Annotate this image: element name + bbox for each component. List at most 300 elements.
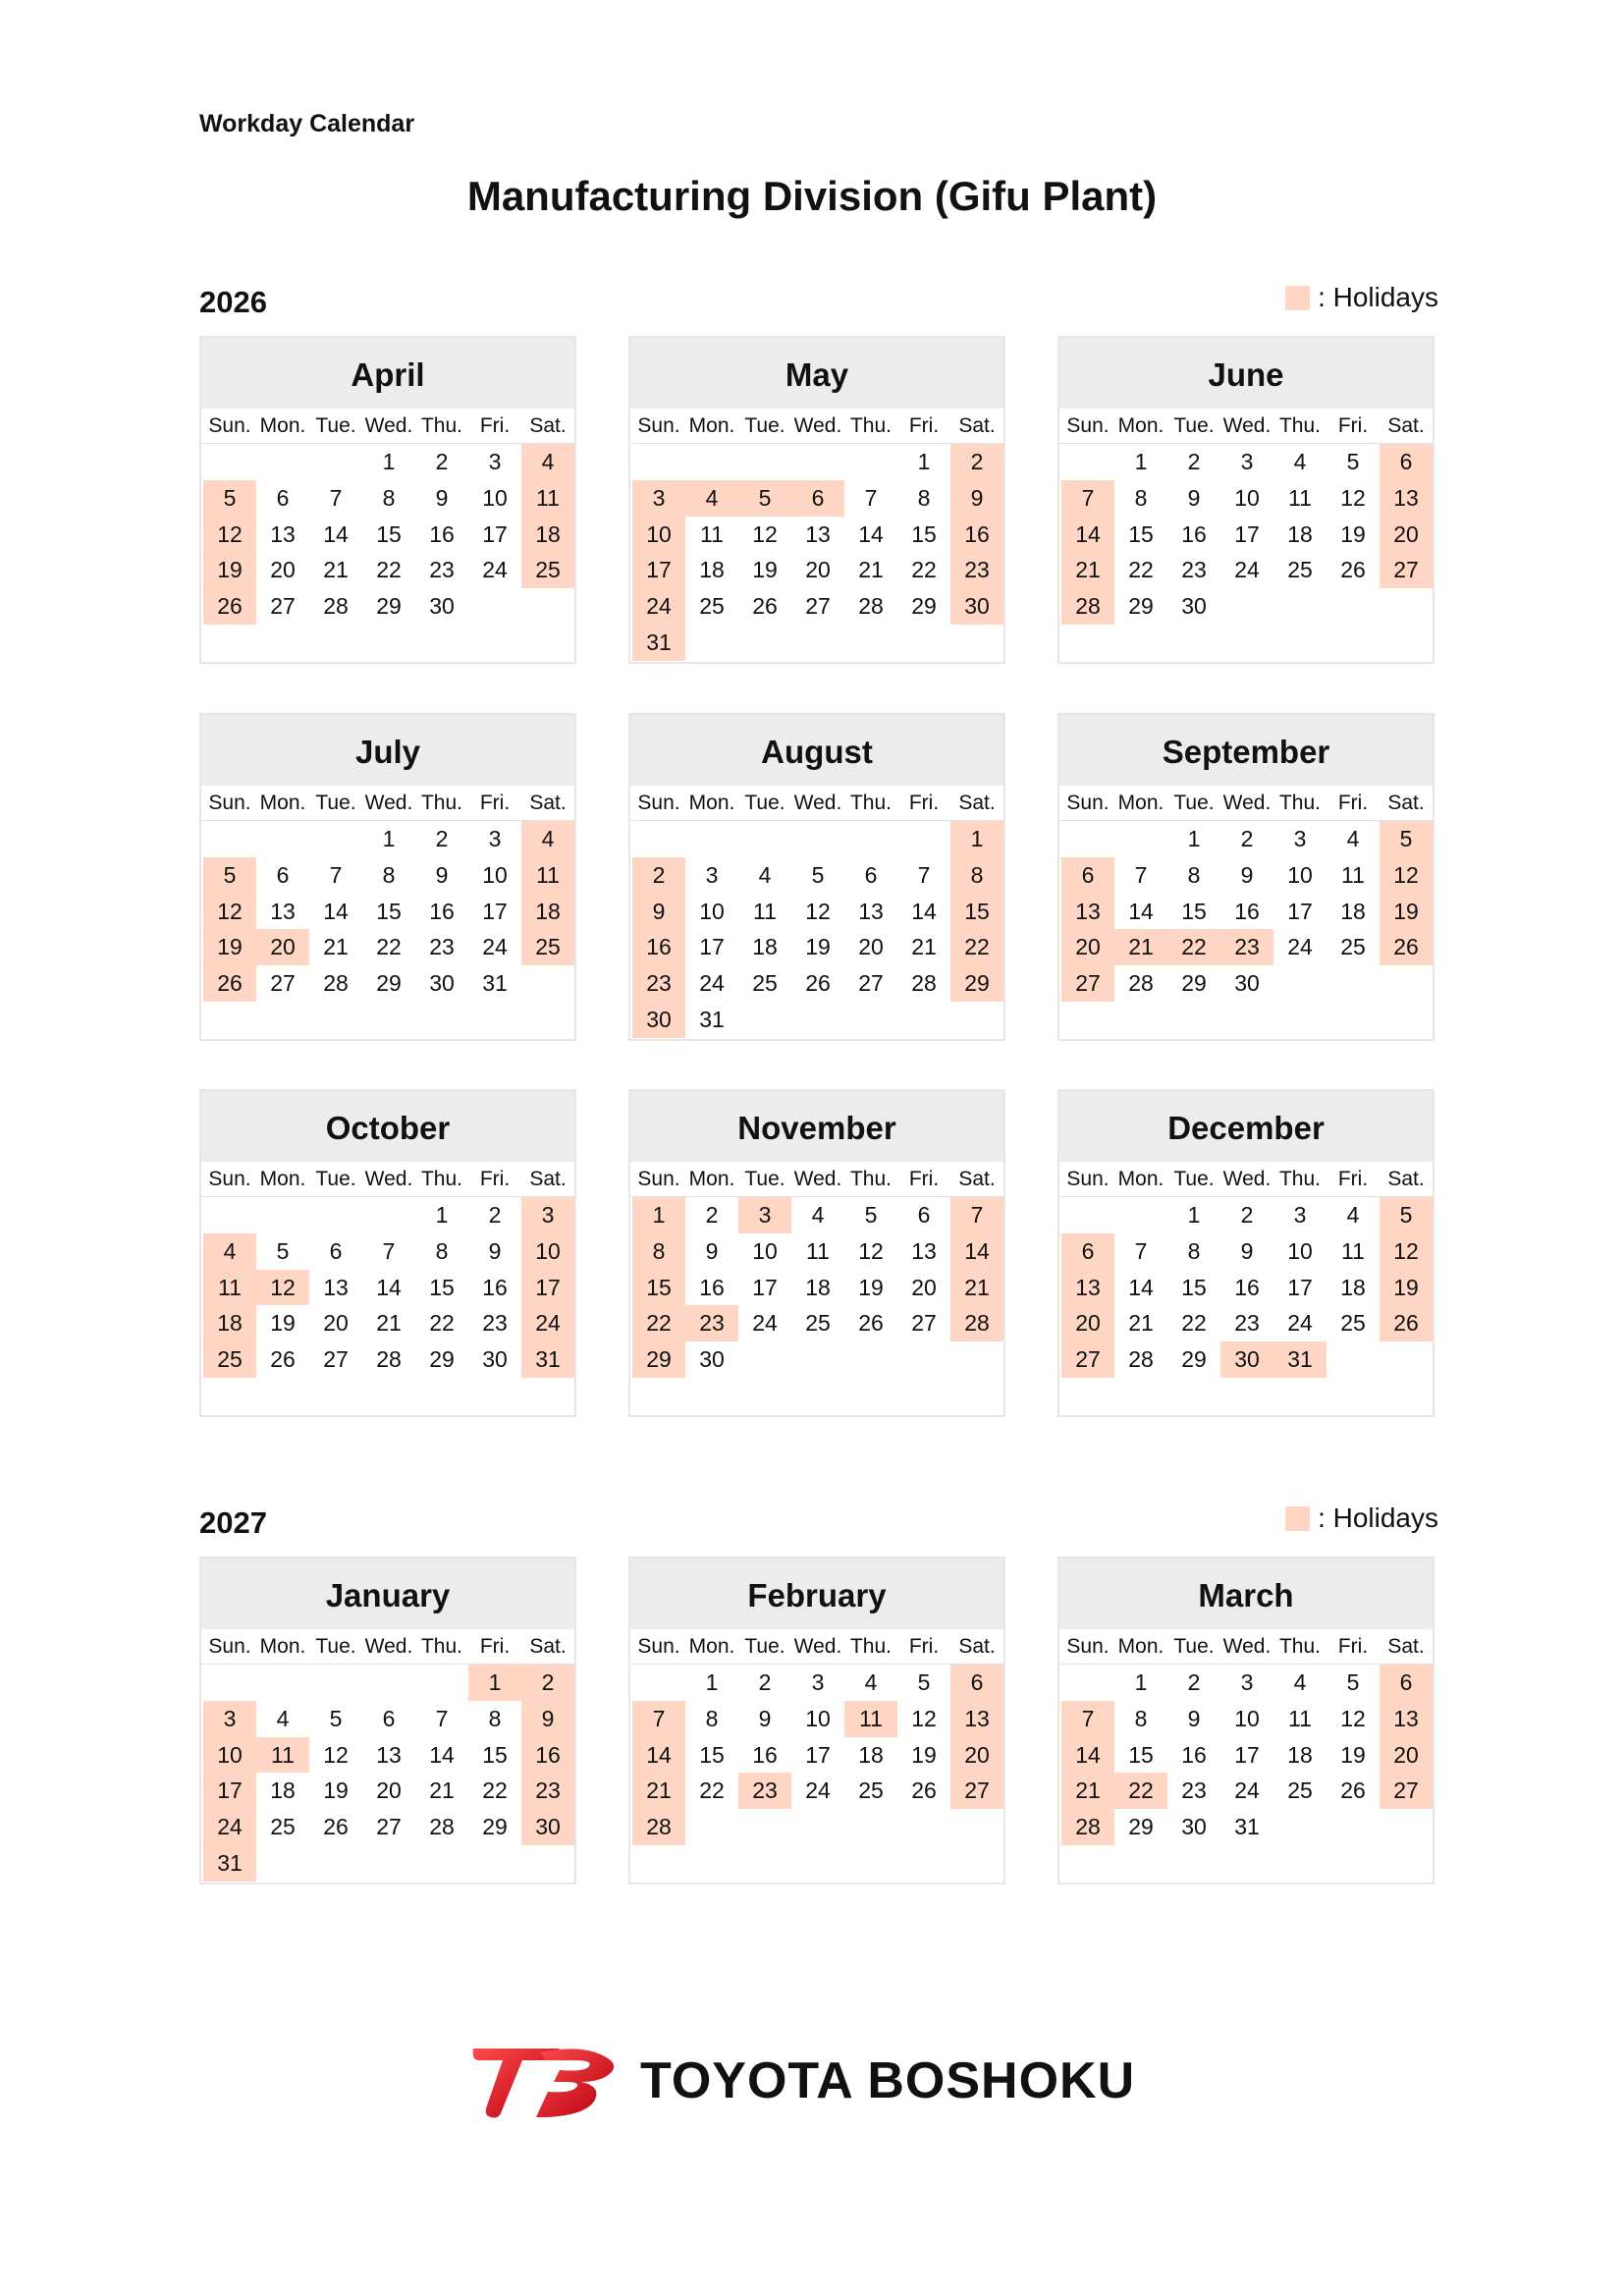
weekday-label: Sat. xyxy=(529,1635,567,1658)
workday-cell: 19 xyxy=(1340,520,1366,547)
holiday-day-cell: 12 xyxy=(203,894,256,930)
weekday-label: Thu. xyxy=(849,1635,893,1658)
workday-cell: 29 xyxy=(376,593,402,620)
week-row xyxy=(201,1233,574,1270)
workday-cell: 5 xyxy=(276,1237,290,1264)
holiday-day-cell: 28 xyxy=(1061,588,1114,625)
workday-cell: 6 xyxy=(864,861,878,888)
workday-cell: 18 xyxy=(1287,1741,1313,1768)
holiday-day-cell: 19 xyxy=(203,552,256,588)
holiday-day-cell: 31 xyxy=(203,1845,256,1882)
workday-cell: 9 xyxy=(1240,1237,1254,1264)
week-row xyxy=(630,894,1003,930)
workday-cell: 1 xyxy=(382,449,396,474)
month-name: November xyxy=(630,1091,1003,1162)
workday-cell: 23 xyxy=(429,557,455,583)
week-row xyxy=(1059,1233,1433,1270)
empty-day-cell xyxy=(738,1002,791,1038)
workday-cell: 21 xyxy=(858,557,884,583)
workday-cell: 20 xyxy=(323,1310,349,1337)
empty-day-cell xyxy=(468,1845,521,1882)
week-row xyxy=(630,444,1003,480)
workday-cell: 3 xyxy=(1293,826,1307,851)
holiday-day-cell: 4 xyxy=(521,821,574,857)
empty-day-cell xyxy=(632,821,685,857)
weekday-label: Tue. xyxy=(315,1635,356,1658)
empty-day-cell xyxy=(1273,588,1326,625)
workday-cell: 13 xyxy=(323,1274,349,1300)
empty-day-cell xyxy=(685,821,738,857)
holiday-day-cell: 5 xyxy=(1380,821,1433,857)
workday-cell: 2 xyxy=(435,826,449,851)
workday-cell: 22 xyxy=(482,1777,508,1804)
weekday-label: Thu. xyxy=(849,792,893,814)
month-july xyxy=(199,713,576,1041)
month-name: September xyxy=(1059,715,1433,786)
week-row xyxy=(1059,552,1433,588)
empty-day-cell xyxy=(415,1845,468,1882)
workday-cell: 29 xyxy=(1128,1814,1154,1840)
workday-cell: 11 xyxy=(700,520,724,547)
workday-cell: 15 xyxy=(482,1741,508,1768)
workday-cell: 18 xyxy=(699,557,725,583)
holiday-day-cell: 24 xyxy=(203,1809,256,1845)
workday-cell: 12 xyxy=(1340,484,1366,511)
workday-cell: 4 xyxy=(864,1669,878,1695)
workday-cell: 15 xyxy=(911,520,937,547)
workday-cell: 14 xyxy=(858,520,884,547)
week-row xyxy=(630,1809,1003,1845)
workday-cell: 18 xyxy=(1340,898,1366,924)
month-january xyxy=(199,1557,576,1885)
workday-cell: 3 xyxy=(811,1669,825,1695)
empty-day-cell xyxy=(309,821,362,857)
week-row xyxy=(630,625,1003,661)
week-row xyxy=(630,1737,1003,1774)
workday-cell: 15 xyxy=(699,1741,725,1768)
week-row xyxy=(201,1305,574,1341)
workday-cell: 18 xyxy=(1287,520,1313,547)
holiday-day-cell: 1 xyxy=(468,1665,521,1701)
workday-cell: 12 xyxy=(911,1705,937,1731)
holiday-day-cell: 31 xyxy=(632,625,685,661)
workday-cell: 19 xyxy=(805,934,831,960)
holiday-day-cell: 20 xyxy=(950,1737,1003,1774)
logo-text: TOYOTA BOSHOKU xyxy=(640,2052,1136,2109)
workday-cell: 3 xyxy=(488,826,502,851)
holiday-day-cell: 11 xyxy=(203,1270,256,1306)
holiday-day-cell: 16 xyxy=(521,1737,574,1774)
weekday-label: Wed. xyxy=(364,1168,413,1190)
week-row xyxy=(201,1341,574,1378)
weekday-label: Fri. xyxy=(479,1168,511,1190)
weekday-label: Tue. xyxy=(744,792,785,814)
workday-cell: 30 xyxy=(429,593,455,620)
empty-day-cell xyxy=(203,1197,256,1233)
workday-cell: 16 xyxy=(699,1274,725,1300)
holiday-day-cell: 18 xyxy=(521,894,574,930)
workday-cell: 19 xyxy=(752,557,778,583)
workday-cell: 21 xyxy=(323,557,349,583)
holiday-day-cell: 12 xyxy=(203,517,256,553)
holiday-day-cell: 28 xyxy=(1061,1809,1114,1845)
workday-cell: 25 xyxy=(858,1777,884,1804)
week-row xyxy=(630,1341,1003,1378)
empty-day-cell xyxy=(1380,1809,1433,1845)
empty-day-cell xyxy=(415,1665,468,1701)
holiday-day-cell: 27 xyxy=(1061,1341,1114,1378)
workday-cell: 4 xyxy=(758,861,772,888)
workday-cell: 18 xyxy=(1340,1274,1366,1300)
workday-cell: 9 xyxy=(705,1237,719,1264)
workday-cell: 29 xyxy=(911,593,937,620)
holiday-day-cell: 21 xyxy=(632,1773,685,1809)
holiday-day-cell: 6 xyxy=(950,1665,1003,1701)
empty-day-cell xyxy=(950,1809,1003,1845)
workday-cell: 2 xyxy=(1187,1669,1201,1695)
empty-day-cell xyxy=(738,1809,791,1845)
workday-cell: 4 xyxy=(1346,1202,1360,1228)
workday-cell: 5 xyxy=(917,1669,931,1695)
workday-cell: 16 xyxy=(429,520,455,547)
workday-cell: 19 xyxy=(1340,1741,1366,1768)
weekday-label: Thu. xyxy=(1278,1168,1322,1190)
workday-cell: 6 xyxy=(276,861,290,888)
workday-cell: 17 xyxy=(1287,898,1313,924)
month-name: April xyxy=(201,338,574,409)
workday-cell: 1 xyxy=(705,1669,719,1695)
week-row xyxy=(1059,1197,1433,1233)
week-row xyxy=(1059,1270,1433,1306)
workday-cell: 18 xyxy=(270,1777,296,1804)
week-row xyxy=(1059,894,1433,930)
weekday-label: Thu. xyxy=(420,792,463,814)
workday-cell: 27 xyxy=(858,970,884,997)
empty-day-cell xyxy=(844,821,897,857)
empty-day-cell xyxy=(362,1665,415,1701)
holiday-day-cell: 20 xyxy=(1061,1305,1114,1341)
weekday-header-row xyxy=(201,786,574,821)
workday-cell: 27 xyxy=(911,1310,937,1337)
month-may xyxy=(628,336,1005,664)
empty-day-cell xyxy=(468,588,521,625)
weekday-label: Mon. xyxy=(1117,414,1164,437)
workday-cell: 22 xyxy=(699,1777,725,1804)
week-row xyxy=(201,552,574,588)
workday-cell: 9 xyxy=(758,1705,772,1731)
weekday-header-row xyxy=(1059,409,1433,444)
weekday-header-row xyxy=(630,409,1003,444)
workday-cell: 10 xyxy=(699,898,725,924)
workday-cell: 30 xyxy=(1181,1814,1207,1840)
empty-day-cell xyxy=(1114,821,1167,857)
holiday-swatch xyxy=(1285,286,1310,310)
week-row xyxy=(201,1665,574,1701)
holiday-day-cell: 20 xyxy=(1380,517,1433,553)
weekday-label: Mon. xyxy=(1117,1168,1164,1190)
workday-cell: 12 xyxy=(1340,1705,1366,1731)
workday-cell: 16 xyxy=(1234,898,1260,924)
weekday-label: Sat. xyxy=(1387,792,1425,814)
empty-day-cell xyxy=(1273,965,1326,1002)
weekday-label: Tue. xyxy=(744,414,785,437)
week-row xyxy=(630,1701,1003,1737)
toyota-boshoku-mark-icon xyxy=(471,2043,619,2119)
weekday-label: Sat. xyxy=(958,1168,996,1190)
workday-cell: 22 xyxy=(376,557,402,583)
holiday-day-cell: 20 xyxy=(1061,929,1114,965)
workday-cell: 17 xyxy=(752,1274,778,1300)
weekday-header-row xyxy=(630,1162,1003,1197)
workday-cell: 21 xyxy=(1128,1310,1154,1337)
workday-cell: 13 xyxy=(376,1741,402,1768)
holiday-day-cell: 30 xyxy=(1220,1341,1273,1378)
weekday-label: Fri. xyxy=(1337,1635,1369,1658)
holiday-day-cell: 17 xyxy=(203,1773,256,1809)
weekday-label: Sat. xyxy=(1387,414,1425,437)
month-september xyxy=(1057,713,1435,1041)
workday-cell: 19 xyxy=(270,1310,296,1337)
workday-cell: 16 xyxy=(429,898,455,924)
workday-cell: 9 xyxy=(1187,484,1201,511)
holiday-swatch xyxy=(1285,1506,1310,1531)
workday-cell: 7 xyxy=(435,1705,449,1731)
weekday-label: Mon. xyxy=(259,414,306,437)
weekday-label: Sun. xyxy=(637,1635,680,1658)
holiday-day-cell: 9 xyxy=(950,480,1003,517)
workday-cell: 17 xyxy=(482,898,508,924)
weekday-label: Sun. xyxy=(208,1635,251,1658)
workday-cell: 24 xyxy=(1234,1777,1260,1804)
weekday-label: Fri. xyxy=(1337,792,1369,814)
holiday-day-cell: 23 xyxy=(685,1305,738,1341)
holiday-day-cell: 13 xyxy=(1380,480,1433,517)
weekday-label: Tue. xyxy=(744,1168,785,1190)
workday-cell: 25 xyxy=(270,1814,296,1840)
workday-cell: 6 xyxy=(329,1237,343,1264)
weekday-label: Fri. xyxy=(908,792,940,814)
empty-day-cell xyxy=(685,625,738,661)
workday-cell: 24 xyxy=(805,1777,831,1804)
workday-cell: 17 xyxy=(805,1741,831,1768)
workday-cell: 7 xyxy=(382,1237,396,1264)
empty-day-cell xyxy=(521,965,574,1002)
workday-cell: 22 xyxy=(1181,1310,1207,1337)
workday-cell: 18 xyxy=(858,1741,884,1768)
week-row xyxy=(1059,588,1433,625)
weekday-label: Mon. xyxy=(688,1168,735,1190)
workday-cell: 11 xyxy=(1288,484,1312,511)
month-name: May xyxy=(630,338,1003,409)
workday-cell: 5 xyxy=(329,1705,343,1731)
empty-day-cell xyxy=(791,1809,844,1845)
holiday-legend-label: : Holidays xyxy=(1318,1503,1438,1533)
empty-day-cell xyxy=(950,1341,1003,1378)
holiday-day-cell: 7 xyxy=(1061,1701,1114,1737)
workday-cell: 28 xyxy=(323,970,349,997)
workday-cell: 18 xyxy=(752,934,778,960)
workday-cell: 29 xyxy=(1128,593,1154,620)
workday-cell: 23 xyxy=(429,934,455,960)
holiday-day-cell: 5 xyxy=(203,857,256,894)
workday-cell: 25 xyxy=(1340,1310,1366,1337)
holiday-day-cell: 11 xyxy=(521,857,574,894)
week-row xyxy=(1059,1305,1433,1341)
empty-day-cell xyxy=(1061,444,1114,480)
workday-cell: 26 xyxy=(911,1777,937,1804)
empty-day-cell xyxy=(309,1845,362,1882)
holiday-day-cell: 22 xyxy=(1114,1773,1167,1809)
workday-cell: 1 xyxy=(435,1202,449,1228)
workday-cell: 3 xyxy=(1240,1669,1254,1695)
document-label: Workday Calendar xyxy=(199,110,415,137)
weekday-label: Thu. xyxy=(1278,1635,1322,1658)
weekday-header-row xyxy=(1059,1629,1433,1665)
workday-cell: 17 xyxy=(1234,520,1260,547)
holiday-day-cell: 8 xyxy=(950,857,1003,894)
week-row xyxy=(630,965,1003,1002)
workday-cell: 12 xyxy=(858,1237,884,1264)
weekday-label: Sun. xyxy=(1066,414,1110,437)
workday-cell: 27 xyxy=(323,1346,349,1373)
holiday-day-cell: 19 xyxy=(1380,1270,1433,1306)
week-row xyxy=(1059,517,1433,553)
workday-cell: 17 xyxy=(482,520,508,547)
holiday-day-cell: 29 xyxy=(632,1341,685,1378)
holiday-day-cell: 19 xyxy=(1380,894,1433,930)
workday-cell: 10 xyxy=(805,1705,831,1731)
workday-cell: 12 xyxy=(805,898,831,924)
weekday-label: Sun. xyxy=(208,792,251,814)
empty-day-cell xyxy=(521,588,574,625)
workday-cell: 23 xyxy=(1181,557,1207,583)
weekday-label: Thu. xyxy=(420,414,463,437)
company-logo xyxy=(471,2043,1135,2119)
workday-cell: 15 xyxy=(1181,898,1207,924)
empty-day-cell xyxy=(1114,1197,1167,1233)
empty-day-cell xyxy=(256,1665,309,1701)
workday-cell: 30 xyxy=(699,1346,725,1373)
weekday-label: Sat. xyxy=(529,792,567,814)
holiday-day-cell: 21 xyxy=(950,1270,1003,1306)
weekday-label: Tue. xyxy=(1173,1635,1215,1658)
holiday-day-cell: 1 xyxy=(950,821,1003,857)
empty-day-cell xyxy=(1380,965,1433,1002)
weekday-label: Sat. xyxy=(1387,1635,1425,1658)
holiday-day-cell: 13 xyxy=(1061,894,1114,930)
workday-cell: 29 xyxy=(429,1346,455,1373)
holiday-day-cell: 23 xyxy=(1220,929,1273,965)
workday-cell: 20 xyxy=(376,1777,402,1804)
empty-day-cell xyxy=(950,625,1003,661)
empty-day-cell xyxy=(738,625,791,661)
week-row xyxy=(1059,480,1433,517)
workday-cell: 8 xyxy=(382,484,396,511)
holiday-day-cell: 25 xyxy=(521,552,574,588)
workday-cell: 11 xyxy=(753,898,777,924)
holiday-day-cell: 28 xyxy=(950,1305,1003,1341)
week-row xyxy=(1059,1701,1433,1737)
holiday-day-cell: 26 xyxy=(203,965,256,1002)
workday-cell: 4 xyxy=(1293,1669,1307,1695)
workday-cell: 1 xyxy=(382,826,396,851)
holiday-day-cell: 10 xyxy=(632,517,685,553)
holiday-day-cell: 18 xyxy=(203,1305,256,1341)
weekday-label: Wed. xyxy=(1222,1635,1272,1658)
empty-day-cell xyxy=(1380,1341,1433,1378)
holiday-day-cell: 26 xyxy=(1380,929,1433,965)
workday-cell: 28 xyxy=(858,593,884,620)
holiday-day-cell: 18 xyxy=(521,517,574,553)
workday-cell: 23 xyxy=(482,1310,508,1337)
workday-cell: 26 xyxy=(805,970,831,997)
workday-cell: 11 xyxy=(806,1237,830,1264)
weekday-label: Sun. xyxy=(637,414,680,437)
holiday-day-cell: 1 xyxy=(632,1197,685,1233)
holiday-day-cell: 21 xyxy=(1061,552,1114,588)
workday-cell: 23 xyxy=(1181,1777,1207,1804)
workday-cell: 28 xyxy=(911,970,937,997)
workday-cell: 20 xyxy=(270,557,296,583)
workday-cell: 14 xyxy=(429,1741,455,1768)
workday-cell: 13 xyxy=(270,898,296,924)
holiday-day-cell: 22 xyxy=(950,929,1003,965)
week-row xyxy=(630,1665,1003,1701)
week-row xyxy=(1059,857,1433,894)
workday-cell: 1 xyxy=(1134,1669,1148,1695)
holiday-day-cell: 15 xyxy=(632,1270,685,1306)
holiday-day-cell: 30 xyxy=(521,1809,574,1845)
workday-cell: 15 xyxy=(1128,520,1154,547)
holiday-day-cell: 2 xyxy=(632,857,685,894)
weekday-label: Wed. xyxy=(793,1635,842,1658)
workday-cell: 8 xyxy=(917,484,931,511)
workday-cell: 5 xyxy=(811,861,825,888)
workday-cell: 3 xyxy=(1240,449,1254,474)
weekday-label: Tue. xyxy=(315,1168,356,1190)
workday-cell: 7 xyxy=(917,861,931,888)
holiday-day-cell: 14 xyxy=(632,1737,685,1774)
workday-cell: 13 xyxy=(911,1237,937,1264)
weekday-label: Sun. xyxy=(637,792,680,814)
weekday-header-row xyxy=(201,1162,574,1197)
workday-cell: 16 xyxy=(1234,1274,1260,1300)
empty-day-cell xyxy=(256,1197,309,1233)
empty-day-cell xyxy=(309,1665,362,1701)
week-row xyxy=(1059,1341,1433,1378)
empty-day-cell xyxy=(791,1341,844,1378)
workday-cell: 15 xyxy=(1181,1274,1207,1300)
workday-cell: 3 xyxy=(705,861,719,888)
holiday-day-cell: 27 xyxy=(1061,965,1114,1002)
empty-day-cell xyxy=(203,444,256,480)
week-row xyxy=(201,1737,574,1774)
holiday-day-cell: 23 xyxy=(738,1773,791,1809)
workday-cell: 28 xyxy=(1128,1346,1154,1373)
holiday-legend-2026 xyxy=(1285,282,1438,313)
holiday-day-cell: 14 xyxy=(950,1233,1003,1270)
week-row xyxy=(1059,965,1433,1002)
empty-day-cell xyxy=(950,1002,1003,1038)
month-november xyxy=(628,1089,1005,1417)
empty-day-cell xyxy=(791,1002,844,1038)
weekday-label: Sat. xyxy=(1387,1168,1425,1190)
empty-day-cell xyxy=(791,625,844,661)
weekday-label: Tue. xyxy=(1173,414,1215,437)
workday-cell: 2 xyxy=(758,1669,772,1695)
holiday-day-cell: 11 xyxy=(844,1701,897,1737)
holiday-day-cell: 4 xyxy=(521,444,574,480)
